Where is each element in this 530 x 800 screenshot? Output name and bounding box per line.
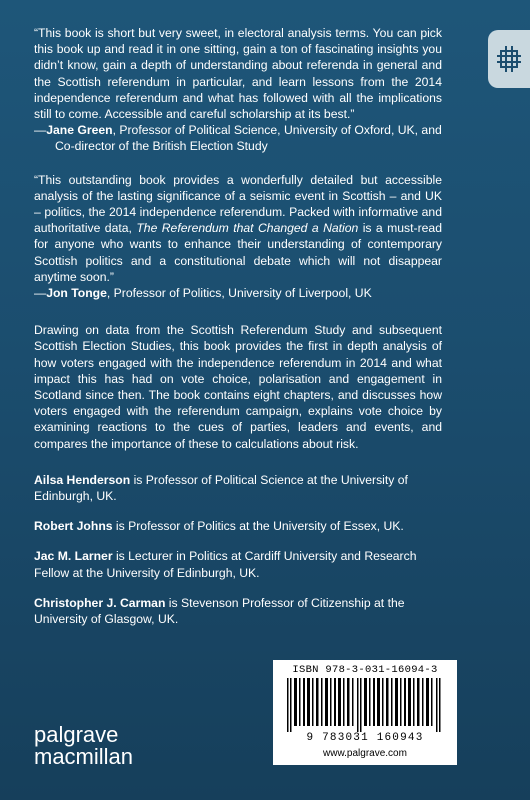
quote-text-part: “This outstanding book provides a wonderfully detailed but accessible analysis of the lasting significance of a seismic event in Scottish – and UK – politics, the 2014 independence referendum. Packed with informative and authoritative data,: [34, 172, 442, 236]
book-title-italic: The Referendum that Changed a Nation: [136, 221, 359, 236]
author-bio: [34, 548, 442, 580]
series-logo-badge: [488, 30, 530, 88]
palgrave-series-logo-icon: [494, 42, 524, 76]
author-bio-text: is Professor of Politics at the University of Essex, UK.: [112, 519, 404, 534]
endorsement-quote-1: [34, 25, 442, 155]
quote-author-name: Jane Green: [46, 123, 113, 138]
publisher-url: www.palgrave.com: [323, 748, 407, 759]
quote-text: “This book is short but very sweet, in electoral analysis terms. You can pick this book up and read it in one sitting, gain a ton of fascinating insights you didn’t know, gain a depth of understanding about referenda in general and the Scottish referendum in particular, and learn lessons from the 2014 independence referendum and what has followed with all the implications still to come. Accessible and careful scholarship at its best.”: [34, 26, 442, 122]
barcode-digits: 9 783031 160943: [306, 732, 424, 744]
barcode-icon: [285, 678, 445, 732]
author-bio-text: is Stevenson Professor of Citizenship at the University of Glasgow, UK.: [34, 595, 405, 627]
author-name: Jac M. Larner: [34, 549, 113, 564]
quote-author-role: , Professor of Political Science, University of Oxford, UK, and: [112, 123, 442, 138]
back-cover-text: [34, 25, 442, 627]
isbn-barcode-box: [273, 660, 457, 765]
author-bio: [34, 518, 442, 534]
author-name: Ailsa Henderson: [34, 472, 131, 487]
quote-author-name: Jon Tonge: [46, 286, 107, 301]
author-name: Christopher J. Carman: [34, 595, 166, 610]
attr-dash: —: [34, 286, 47, 301]
author-name: Robert Johns: [34, 519, 113, 534]
publisher-logo: [34, 724, 133, 768]
author-bio: [34, 595, 442, 627]
publisher-name-line2: macmillan: [34, 744, 134, 769]
quote-author-role-continued: Co-director of the British Election Study: [55, 139, 268, 154]
quote-attribution: [34, 285, 442, 301]
quote-text-part: is a must-read for anyone who wants to enhance their understanding of contemporary Scottish politics and a constitutional debate which will not disappear anytime soon.”: [34, 221, 442, 284]
isbn-label: ISBN 978-3-031-16094-3: [292, 664, 438, 676]
description-text: Drawing on data from the Scottish Referendum Study and subsequent Scottish Election Studies, this book provides the first in depth analysis of how voters engaged with the independence referendum in 2014 and what impact this has had on vote choice, polarisation and engagement in Scotland since then. The book contains eight chapters, and discusses how voters engaged with the referendum campaign, explains vote choice by examining reactions to the cues of parties, leaders and events, and compares the importance of these to calculations about risk.: [34, 323, 442, 451]
endorsement-quote-2: [34, 172, 442, 302]
book-description: [34, 322, 442, 452]
quote-author-role: , Professor of Politics, University of Liverpool, UK: [106, 286, 372, 301]
author-bio-text: is Professor of Political Science at the University of Edinburgh, UK.: [34, 472, 408, 504]
author-bio: [34, 472, 442, 504]
author-bio-text: is Lecturer in Politics at Cardiff University and Research Fellow at the University of Edinburgh, UK.: [34, 549, 417, 580]
publisher-name-line1: palgrave: [34, 722, 119, 747]
quote-text: [34, 172, 442, 285]
author-bios: [34, 472, 442, 627]
quote-attribution: [34, 122, 442, 138]
attr-dash: —: [34, 123, 47, 138]
